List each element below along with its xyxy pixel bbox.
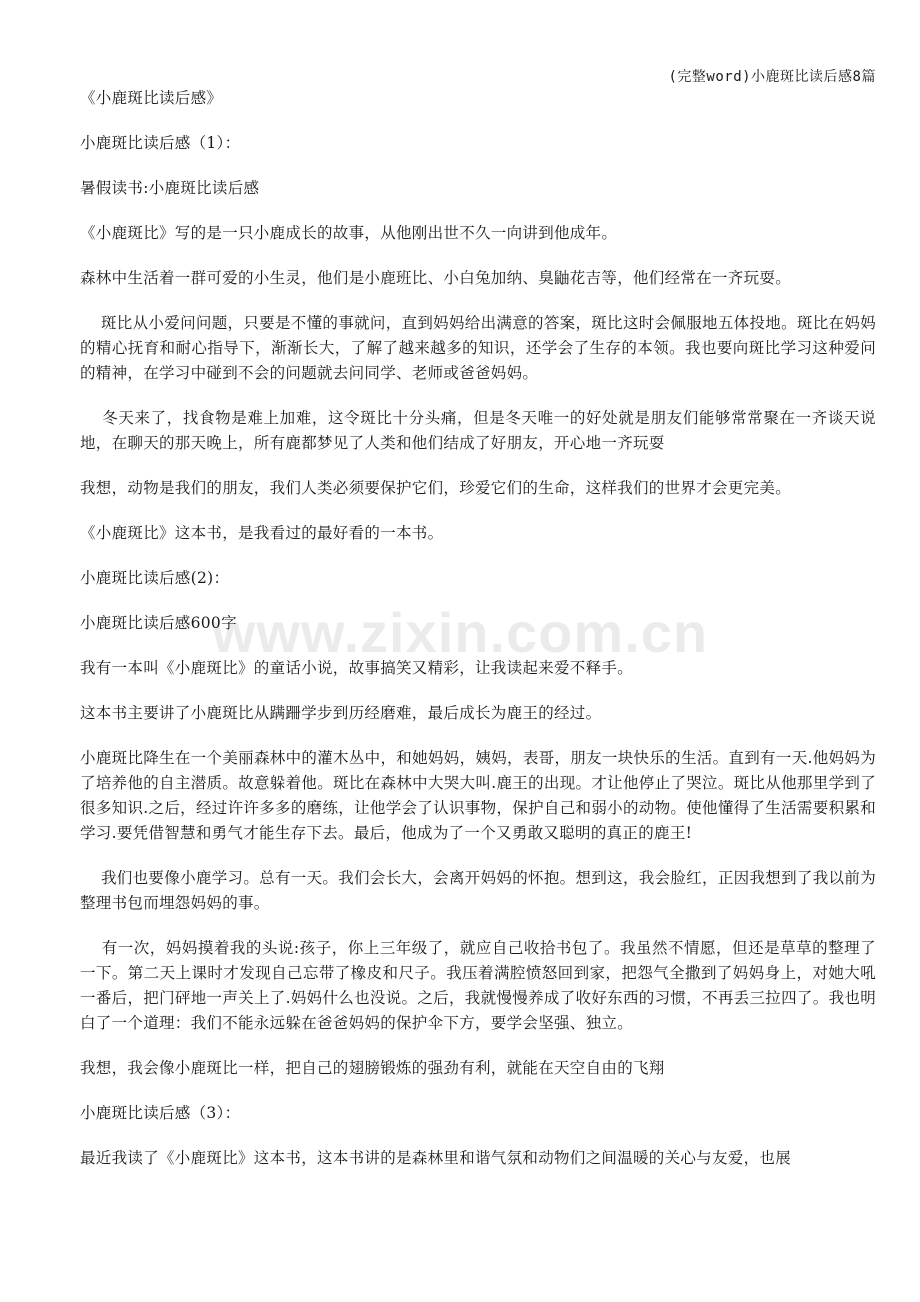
paragraph: 我们也要像小鹿学习。总有一天。我们会长大，会离开妈妈的怀抱。想到这，我会脸红，正因我想到了我以前为整理书包而埋怨妈妈的事。 (80, 869, 876, 912)
section-heading-2: 小鹿斑比读后感(2)： (80, 569, 230, 587)
document-body (80, 86, 876, 1191)
paragraph: 这本书主要讲了小鹿斑比从蹒跚学步到历经磨难，最后成长为鹿王的经过。 (80, 704, 602, 722)
paragraph: 有一次，妈妈摸着我的头说:孩子，你上三年级了，就应自己收拾书包了。我虽然不情愿，但还是草草的整理了一下。第二天上课时才发现自己忘带了橡皮和尺子。我压着满腔愤怒回到家，把怨气全撒到了妈妈身上，对她大吼一番后，把门砰地一声关上了.妈妈什么也没说。之后，我就慢慢养成了收好东西的习惯，不再丢三拉四了。我也明白了一个道理：我们不能永远躲在爸爸妈妈的保护伞下方，要学会坚强、独立。 (80, 939, 876, 1032)
paragraph: 我想，我会像小鹿斑比一样，把自己的翅膀锻炼的强劲有利，就能在天空自由的飞翔 (80, 1059, 665, 1077)
paragraph: 小鹿斑比读后感600字 (80, 614, 237, 632)
paragraph: 最近我读了《小鹿斑比》这本书，这本书讲的是森林里和谐气氛和动物们之间温暖的关心与友爱，也展 (80, 1149, 792, 1167)
paragraph: 我想，动物是我们的朋友，我们人类必须要保护它们，珍爱它们的生命，这样我们的世界才会更完美。 (80, 479, 792, 497)
paragraph: 冬天来了，找食物是难上加难，这令斑比十分头痛，但是冬天唯一的好处就是朋友们能够常常聚在一齐谈天说地，在聊天的那天晚上，所有鹿都梦见了人类和他们结成了好朋友，开心地一齐玩耍 (80, 409, 876, 452)
paragraph: 森林中生活着一群可爱的小生灵，他们是小鹿班比、小白兔加纳、臭鼬花吉等，他们经常在一齐玩耍。 (80, 269, 792, 287)
document-header: (完整word)小鹿斑比读后感8篇 (668, 69, 876, 85)
paragraph: 小鹿斑比降生在一个美丽森林中的灌木丛中，和她妈妈，姨妈，表哥，朋友一块快乐的生活。直到有一天.他妈妈为了培养他的自主潜质。故意躲着他。斑比在森林中大哭大叫.鹿王的出现。才让他停止了哭泣。斑比从他那里学到了很多知识.之后，经过许许多多的磨练，让他学会了认识事物，保护自己和弱小的动物。使他懂得了生活需要积累和学习.要凭借智慧和勇气才能生存下去。最后，他成为了一个又勇敢又聪明的真正的鹿王! (80, 749, 876, 842)
paragraph: 《小鹿斑比》这本书，是我看过的最好看的一本书。 (80, 524, 444, 542)
paragraph: 斑比从小爱问问题，只要是不懂的事就问，直到妈妈给出满意的答案，斑比这时会佩服地五体投地。斑比在妈妈的精心抚育和耐心指导下，渐渐长大，了解了越来越多的知识，还学会了生存的本领。我也要向斑比学习这种爱问的精神，在学习中碰到不会的问题就去问同学、老师或爸爸妈妈。 (80, 314, 876, 382)
watermark: www.zixin.com.cn (211, 601, 709, 664)
doc-title: 《小鹿斑比读后感》 (80, 89, 223, 107)
paragraph: 《小鹿斑比》写的是一只小鹿成长的故事，从他刚出世不久一向讲到他成年。 (80, 224, 618, 242)
section-heading-1: 小鹿斑比读后感（1）： (80, 134, 241, 152)
paragraph: 暑假读书:小鹿斑比读后感 (80, 179, 260, 197)
paragraph: 我有一本叫《小鹿斑比》的童话小说，故事搞笑又精彩，让我读起来爱不释手。 (80, 659, 634, 677)
section-heading-3: 小鹿斑比读后感（3）： (80, 1104, 241, 1122)
